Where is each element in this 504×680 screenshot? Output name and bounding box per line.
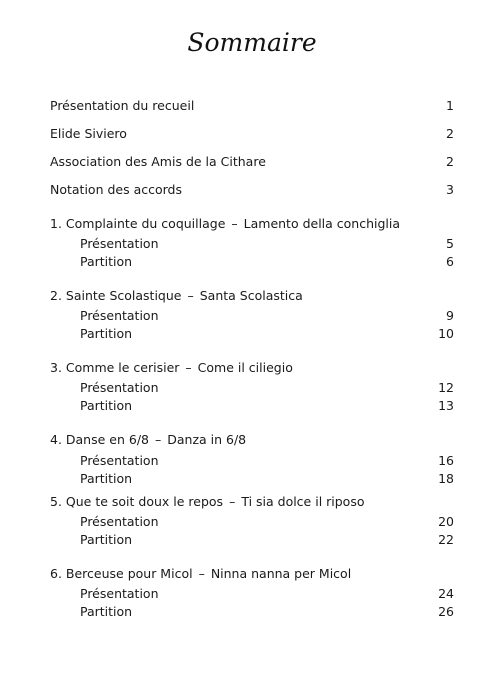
toc-subentry bbox=[80, 308, 454, 324]
song-heading bbox=[50, 566, 470, 582]
toc-entry-page: 2 bbox=[446, 126, 454, 141]
toc-subentry-label: Présentation bbox=[80, 308, 159, 323]
title-separator: – bbox=[198, 566, 205, 581]
toc-subentry-label: Présentation bbox=[80, 453, 159, 468]
toc-subentry-page: 10 bbox=[438, 326, 454, 341]
toc-subentry bbox=[80, 532, 454, 548]
toc-subentry-page: 12 bbox=[438, 380, 454, 395]
song-title-it: Ninna nanna per Micol bbox=[210, 566, 352, 581]
toc-entry-label: Présentation du recueil bbox=[50, 98, 195, 113]
toc-subentry-page: 9 bbox=[446, 308, 454, 323]
toc-subentry-page: 13 bbox=[438, 398, 454, 413]
toc-subentry-page: 16 bbox=[438, 453, 454, 468]
song-title-it: Ti sia dolce il riposo bbox=[241, 494, 365, 509]
toc-subentry-label: Partition bbox=[80, 326, 133, 341]
title-separator: – bbox=[155, 432, 162, 447]
toc-subentry bbox=[80, 586, 454, 602]
song-heading bbox=[50, 216, 470, 232]
toc-subentry bbox=[80, 380, 454, 396]
toc-subentry bbox=[80, 398, 454, 414]
toc-subentry-page: 20 bbox=[438, 514, 454, 529]
toc-subentry-label: Présentation bbox=[80, 236, 159, 251]
song-title-it: Lamento della conchiglia bbox=[243, 216, 401, 231]
song-title-it: Danza in 6/8 bbox=[167, 432, 247, 447]
toc-entry-page: 1 bbox=[446, 98, 454, 113]
toc-subentry-label: Partition bbox=[80, 398, 133, 413]
toc-subentry bbox=[80, 326, 454, 342]
toc-subentry bbox=[80, 453, 454, 469]
toc-entry bbox=[50, 98, 454, 114]
title-separator: – bbox=[231, 216, 238, 231]
title-separator: – bbox=[229, 494, 236, 509]
toc-subentry bbox=[80, 254, 454, 270]
toc-subentry-label: Partition bbox=[80, 254, 133, 269]
toc-entry bbox=[50, 182, 454, 198]
song-heading bbox=[50, 360, 470, 376]
toc-entry bbox=[50, 154, 454, 170]
toc-entry-page: 3 bbox=[446, 182, 454, 197]
toc-subentry bbox=[80, 604, 454, 620]
song-title-fr: 2. Sainte Scolastique bbox=[50, 288, 182, 303]
song-title-fr: 4. Danse en 6/8 bbox=[50, 432, 149, 447]
song-heading bbox=[50, 432, 470, 448]
toc-subentry-page: 5 bbox=[446, 236, 454, 251]
song-title-fr: 1. Complainte du coquillage bbox=[50, 216, 226, 231]
toc-subentry-label: Présentation bbox=[80, 380, 159, 395]
toc-entry bbox=[50, 126, 454, 142]
toc-subentry-label: Partition bbox=[80, 532, 133, 547]
title-separator: – bbox=[185, 360, 192, 375]
toc-subentry-page: 26 bbox=[438, 604, 454, 619]
song-title-fr: 5. Que te soit doux le repos bbox=[50, 494, 224, 509]
song-title-fr: 3. Comme le cerisier bbox=[50, 360, 180, 375]
song-title-it: Santa Scolastica bbox=[199, 288, 303, 303]
page-title: Sommaire bbox=[187, 28, 317, 57]
toc-subentry-label: Présentation bbox=[80, 514, 159, 529]
song-title-fr: 6. Berceuse pour Micol bbox=[50, 566, 193, 581]
toc-subentry bbox=[80, 514, 454, 530]
toc-entry-label: Notation des accords bbox=[50, 182, 183, 197]
toc-subentry bbox=[80, 236, 454, 252]
toc-subentry-label: Partition bbox=[80, 604, 133, 619]
song-heading bbox=[50, 494, 470, 510]
toc-subentry-page: 6 bbox=[446, 254, 454, 269]
toc-subentry-page: 24 bbox=[438, 586, 454, 601]
song-title-it: Come il ciliegio bbox=[197, 360, 293, 375]
toc-subentry-label: Présentation bbox=[80, 586, 159, 601]
toc-entry-page: 2 bbox=[446, 154, 454, 169]
toc-subentry-label: Partition bbox=[80, 471, 133, 486]
toc-subentry-page: 18 bbox=[438, 471, 454, 486]
song-heading bbox=[50, 288, 470, 304]
toc-entry-label: Elide Siviero bbox=[50, 126, 127, 141]
toc-subentry-page: 22 bbox=[438, 532, 454, 547]
toc-subentry bbox=[80, 471, 454, 487]
toc-entry-label: Association des Amis de la Cithare bbox=[50, 154, 266, 169]
title-separator: – bbox=[187, 288, 194, 303]
